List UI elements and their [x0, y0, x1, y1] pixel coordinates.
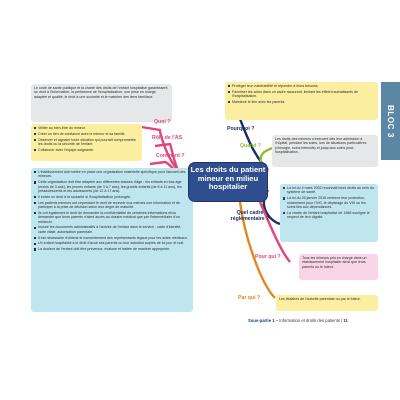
- parqui-box: [276, 295, 378, 311]
- footer-page-number: 11: [343, 318, 348, 323]
- parqui-text: Les titulaires de l'autorité parentale ou par le tuteur.: [279, 297, 361, 301]
- role-box: [31, 124, 142, 161]
- page-footer: [248, 318, 348, 323]
- pourquoi-item: Maintenir le lien avec les parents.: [228, 100, 375, 104]
- pourquoi-box: [225, 82, 378, 120]
- bloc-tab: BLOC 3: [381, 82, 400, 160]
- pourqui-label: Pour qui ?: [255, 254, 281, 260]
- comment-item: Il existe un droit à la scolarité si l'hospitalisation prolongée.: [34, 195, 190, 199]
- comment-label: Comment ?: [156, 153, 185, 159]
- comment-item: Il est nécessaire d'obtenir le consentement des représentants légaux pour les actes médicaux.: [34, 236, 190, 240]
- footer-title: Information et droits des patients: [279, 318, 340, 323]
- cadre-item: La loi du 4 mars 2002 reconnaît leurs droits au sein du système de santé.: [283, 186, 375, 195]
- role-label: Rôle de l'AS: [152, 135, 183, 141]
- quand-text: Les droits des mineurs s'exercent dès leur admission à l'hôpital, pendant les soins, lors de situations particulières (chirurgie, soins intensifs) et jusqu'aux soins post-hospitalisation.: [275, 137, 367, 155]
- comment-item: Ils ont également le droit de demander la confidentialité de certaines informations et/ou demander que leurs parents n'aient accès au dossier médical que par l'intermédiaire d'un médecin.: [34, 211, 190, 224]
- cadre-label: Quel cadre réglementaire ?: [230, 210, 270, 222]
- comment-item: La douleur de l'enfant doit être prévenue, évaluée et traitée de manière appropriée.: [34, 247, 190, 251]
- pourquoi-label: Pourquoi ?: [227, 126, 255, 132]
- quand-label: Quand ?: [240, 143, 262, 149]
- cadre-item: La charte de l'enfant hospitalisé de 1988 souligne le respect de leur dignité.: [283, 211, 375, 220]
- cadre-item: La loi du 26 janvier 2016 renforce leur protection, notamment pour l'IVG, le dépistage du VIH ou les soins liés aux dépendances.: [283, 196, 375, 209]
- role-item: Créer un lien de confiance avec le mineur et sa famille.: [34, 132, 139, 136]
- comment-box: [31, 168, 193, 312]
- quoi-box: [31, 84, 172, 122]
- pourqui-text: Tous les mineurs pris en charge dans un établissement hospitalier ainsi que leurs parents ou le tuteur.: [302, 256, 367, 269]
- comment-item: Inclure les documents administratifs à l'arrivée de l'enfant dans le service : carte d'identité, carte vitale, autorisation parentale.: [34, 225, 190, 234]
- comment-item: Les patients mineurs ont cependant le droit de recevoir eux-mêmes une information et de participer à la prise de décision selon leur degré de maturité.: [34, 201, 190, 210]
- footer-separator: |: [341, 318, 344, 323]
- central-topic: Les droits du patient mineur en milieu hospitalier: [188, 162, 268, 202]
- pourquoi-item: Favoriser les soins dans un cadre rassurant, limitant les effets traumatisants de l'hospitalisation.: [228, 90, 375, 99]
- comment-item: Un enfant hospitalisé a le droit d'avoir ses parents ou leur substitut auprès de lui jour et nuit.: [34, 241, 190, 245]
- cadre-box: [280, 184, 378, 242]
- quoi-text: Le code de santé publique et la charte des droits de l'enfant hospitalisé garantissent un droit à l'information, la pertinence de l'hospitalisation, une prise en charge adaptée et qualité, le droit à une scolarité et le maintien des liens familiaux.: [34, 86, 168, 99]
- role-item: Observer et signaler toute situation qui pourrait compromettre les droits ou la sécurité de l'enfant.: [34, 138, 139, 147]
- quand-box: [272, 135, 378, 167]
- role-item: Veiller au bien-être du mineur.: [34, 126, 139, 130]
- parqui-label: Par qui ?: [238, 295, 261, 301]
- pourquoi-item: Protéger leur vulnérabilité et répondre à leurs besoins.: [228, 84, 375, 88]
- quoi-label: Quoi ?: [154, 119, 171, 125]
- comment-item: Cette organisation doit être adaptée aux différentes classes d'âge : les enfants en bas âge (moins de 3 ans), les jeunes enfants (de 3 à 7 ans), les grands enfants (de 8 à 11 ans), les préadolescents et les adolescents (de 12 à 17 ans).: [34, 180, 190, 193]
- comment-item: L'établissement doit mettre en place une organisation matérielle spécifique pour l'accueil des mineurs.: [34, 170, 190, 179]
- pourqui-box: [299, 254, 378, 280]
- footer-section: Sous-partie 1 –: [248, 318, 279, 323]
- role-item: Collaborer avec l'équipe soignante.: [34, 148, 139, 152]
